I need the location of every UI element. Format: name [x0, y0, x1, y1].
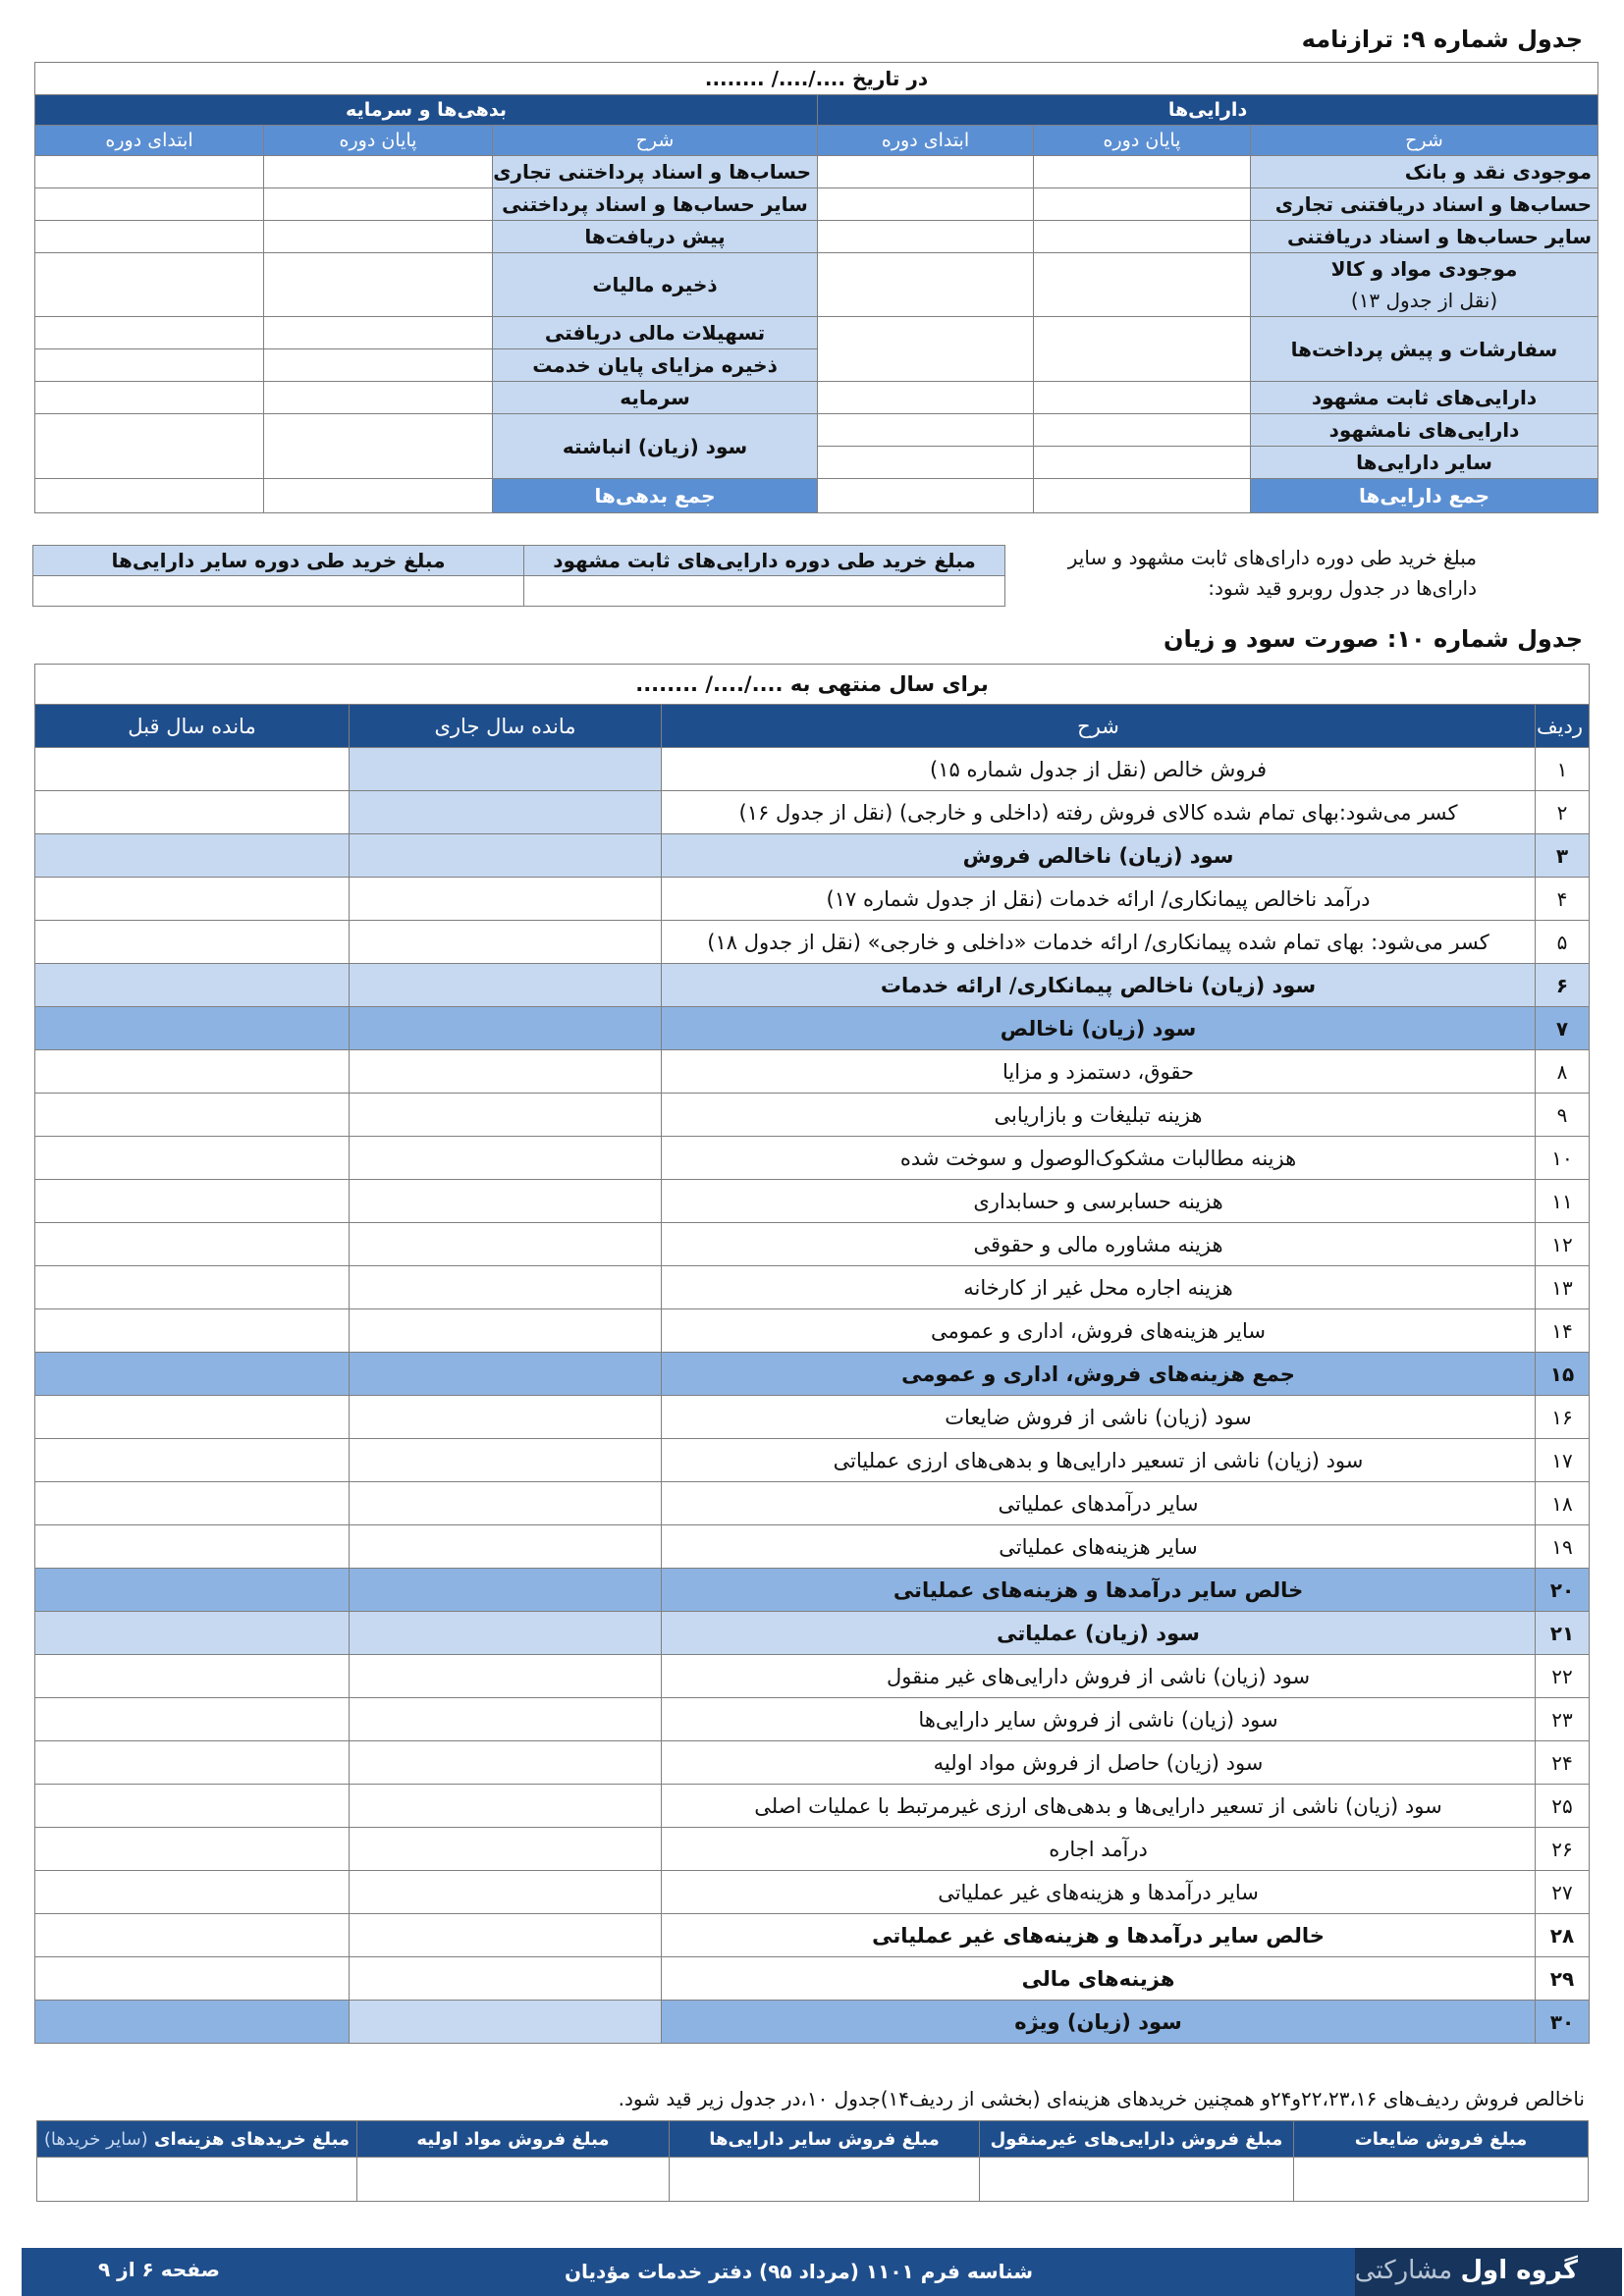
asset-label: [1251, 253, 1598, 317]
asset-start-cell[interactable]: [818, 221, 1034, 253]
liability-label: حساب‌ها و اسناد پرداختنی تجاری: [493, 156, 818, 188]
row-number: ۱۳: [1536, 1266, 1590, 1309]
row-number: ۶: [1536, 964, 1590, 1007]
row-description: درآمد اجاره: [662, 1828, 1536, 1871]
current-year-cell[interactable]: [350, 1050, 662, 1094]
previous-year-cell[interactable]: [35, 1007, 350, 1050]
liability-label: سود (زیان) انباشته: [493, 414, 818, 479]
previous-year-cell[interactable]: [35, 1223, 350, 1266]
row-description: هزینه اجاره محل غیر از کارخانه: [662, 1266, 1536, 1309]
previous-year-cell[interactable]: [35, 1957, 350, 2001]
sales-table: [36, 2120, 1589, 2202]
row-number: ۲۳: [1536, 1698, 1590, 1741]
page-number: صفحه ۶ از ۹: [98, 2258, 220, 2281]
liabilities-header: بدهی‌ها و سرمایه: [35, 95, 818, 126]
asset-start-cell[interactable]: [818, 188, 1034, 221]
row-number: ۲۴: [1536, 1741, 1590, 1785]
income-row: [35, 1525, 1590, 1569]
row-description: سود (زیان) عملیاتی: [662, 1612, 1536, 1655]
income-row: [35, 1007, 1590, 1050]
liab-end-header: پایان دوره: [264, 126, 493, 156]
row-description: سود (زیان) ناشی از فروش دارایی‌های غیر منقول: [662, 1655, 1536, 1698]
page-footer: [22, 2248, 1622, 2296]
liability-end-cell[interactable]: [264, 349, 493, 382]
current-year-cell[interactable]: [350, 1871, 662, 1914]
row-description: حقوق، دستمزد و مزایا: [662, 1050, 1536, 1094]
sales-note: ناخالص فروش ردیف‌های ۲۲،۲۳،۱۶و۲۴و همچنین خریدهای هزینه‌ای (بخشی از ردیف۱۴)جدول ۱۰،در جدول زیر قید شود.: [618, 2087, 1585, 2110]
brand-light: مشارکتی: [1354, 2256, 1453, 2285]
current-year-cell[interactable]: [350, 1266, 662, 1309]
previous-year-cell[interactable]: [35, 1698, 350, 1741]
previous-year-cell[interactable]: [35, 2001, 350, 2044]
row-description: سود (زیان) ناشی از فروش سایر دارایی‌ها: [662, 1698, 1536, 1741]
previous-year-cell[interactable]: [35, 1655, 350, 1698]
current-year-cell[interactable]: [350, 1396, 662, 1439]
current-year-cell[interactable]: [350, 1137, 662, 1180]
row-description: سود (زیان) حاصل از فروش مواد اولیه: [662, 1741, 1536, 1785]
current-year-cell[interactable]: [350, 1698, 662, 1741]
liability-end-cell[interactable]: [264, 382, 493, 414]
income-row: [35, 1094, 1590, 1137]
asset-end-cell[interactable]: [1034, 253, 1251, 317]
current-year-cell[interactable]: [350, 1741, 662, 1785]
row-description: جمع هزینه‌های فروش، اداری و عمومی: [662, 1353, 1536, 1396]
asset-start-cell[interactable]: [818, 414, 1034, 447]
row-number: ۵: [1536, 921, 1590, 964]
row-description: سود (زیان) ناخالص فروش: [662, 834, 1536, 878]
row-number: ۱۴: [1536, 1309, 1590, 1353]
previous-year-cell[interactable]: [35, 878, 350, 921]
asset-end-cell[interactable]: [1034, 414, 1251, 447]
asset-end-cell[interactable]: [1034, 382, 1251, 414]
asset-label: سایر حساب‌ها و اسناد دریافتنی: [1251, 221, 1598, 253]
income-row: [35, 1223, 1590, 1266]
income-row: [35, 1396, 1590, 1439]
asset-start-cell[interactable]: [818, 317, 1034, 382]
row-description: سود (زیان) ناشی از تسعیر دارایی‌ها و بدهی‌های ارزی عملیاتی: [662, 1439, 1536, 1482]
row-number: ۱: [1536, 748, 1590, 791]
asset-label: دارایی‌های نامشهود: [1251, 414, 1598, 447]
row-description: سود (زیان) ناخالص: [662, 1007, 1536, 1050]
asset-end-cell[interactable]: [1034, 156, 1251, 188]
sales-raw-materials-value[interactable]: [357, 2158, 670, 2202]
liability-end-cell[interactable]: [264, 221, 493, 253]
col-current-header: مانده سال جاری: [350, 705, 662, 748]
previous-year-cell[interactable]: [35, 1050, 350, 1094]
row-number: ۲۹: [1536, 1957, 1590, 2001]
previous-year-cell[interactable]: [35, 1439, 350, 1482]
sales-scrap-header: مبلغ فروش ضایعات: [1294, 2121, 1589, 2158]
table9-title: جدول شماره ۹: ترازنامه: [1301, 26, 1583, 53]
asset-end-cell[interactable]: [1034, 447, 1251, 479]
previous-year-cell[interactable]: [35, 921, 350, 964]
row-description: سود (زیان) ناخالص پیمانکاری/ ارائه خدمات: [662, 964, 1536, 1007]
total-liabilities-start-cell[interactable]: [35, 479, 264, 513]
current-year-cell[interactable]: [350, 1612, 662, 1655]
income-row: [35, 2001, 1590, 2044]
income-row: [35, 1050, 1590, 1094]
previous-year-cell[interactable]: [35, 1741, 350, 1785]
previous-year-cell[interactable]: [35, 964, 350, 1007]
row-number: ۱۸: [1536, 1482, 1590, 1525]
income-row: [35, 878, 1590, 921]
liability-label: ذخیره مزایای پایان خدمت: [493, 349, 818, 382]
current-year-cell[interactable]: [350, 1785, 662, 1828]
current-year-cell[interactable]: [350, 1655, 662, 1698]
current-year-cell[interactable]: [350, 1569, 662, 1612]
liability-start-cell[interactable]: [35, 349, 264, 382]
row-description: هزینه مطالبات مشکوک‌الوصول و سوخت شده: [662, 1137, 1536, 1180]
col-prev-header: مانده سال قبل: [35, 705, 350, 748]
purchase-fixed-value[interactable]: [524, 576, 1005, 607]
row-number: ۲۸: [1536, 1914, 1590, 1957]
current-year-cell[interactable]: [350, 1353, 662, 1396]
liability-label: تسهیلات مالی دریافتی: [493, 317, 818, 349]
row-description: فروش خالص (نقل از جدول شماره ۱۵): [662, 748, 1536, 791]
current-year-cell[interactable]: [350, 1828, 662, 1871]
current-year-cell[interactable]: [350, 964, 662, 1007]
current-year-cell[interactable]: [350, 1180, 662, 1223]
row-description: درآمد ناخالص پیمانکاری/ ارائه خدمات (نقل از جدول شماره ۱۷): [662, 878, 1536, 921]
row-description: سایر هزینه‌های عملیاتی: [662, 1525, 1536, 1569]
purchase-other-value[interactable]: [33, 576, 524, 607]
assets-header: دارایی‌ها: [818, 95, 1598, 126]
current-year-cell[interactable]: [350, 878, 662, 921]
row-description: سود (زیان) ناشی از تسعیر دارایی‌ها و بدهی‌های ارزی غیرمرتبط با عملیات اصلی: [662, 1785, 1536, 1828]
current-year-cell[interactable]: [350, 1309, 662, 1353]
purchase-other-header: مبلغ خرید طی دوره سایر دارایی‌ها: [33, 546, 524, 576]
income-row: [35, 1180, 1590, 1223]
income-row: [35, 1828, 1590, 1871]
asset-start-cell[interactable]: [818, 253, 1034, 317]
current-year-cell[interactable]: [350, 1957, 662, 2001]
income-row: [35, 1914, 1590, 1957]
previous-year-cell[interactable]: [35, 791, 350, 834]
sales-immovable-value[interactable]: [980, 2158, 1294, 2202]
liability-start-cell[interactable]: [35, 414, 264, 479]
row-number: ۱۵: [1536, 1353, 1590, 1396]
asset-label-line1: موجودی مواد و کالا: [1330, 257, 1518, 281]
previous-year-cell[interactable]: [35, 1871, 350, 1914]
liability-start-cell[interactable]: [35, 188, 264, 221]
expense-purchases-value[interactable]: [37, 2158, 357, 2202]
liability-start-cell[interactable]: [35, 382, 264, 414]
expense-purchases-header: [37, 2121, 357, 2158]
income-row: [35, 834, 1590, 878]
liability-end-cell[interactable]: [264, 253, 493, 317]
sales-other-assets-header: مبلغ فروش سایر دارایی‌ها: [670, 2121, 980, 2158]
income-row: [35, 964, 1590, 1007]
row-number: ۲۰: [1536, 1569, 1590, 1612]
asset-start-cell[interactable]: [818, 156, 1034, 188]
asset-end-cell[interactable]: [1034, 317, 1251, 382]
income-row: [35, 1612, 1590, 1655]
previous-year-cell[interactable]: [35, 1482, 350, 1525]
asset-label: سفارشات و پیش پرداخت‌ها: [1251, 317, 1598, 382]
row-number: ۲۶: [1536, 1828, 1590, 1871]
income-row: [35, 1655, 1590, 1698]
row-number: ۹: [1536, 1094, 1590, 1137]
row-number: ۲: [1536, 791, 1590, 834]
row-description: هزینه مشاوره مالی و حقوقی: [662, 1223, 1536, 1266]
liability-start-cell[interactable]: [35, 253, 264, 317]
purchase-note: مبلغ خرید طی دوره دارای‌های ثابت مشهود و سایر دارای‌ها در جدول روبرو قید شود:: [1067, 546, 1477, 600]
previous-year-cell[interactable]: [35, 834, 350, 878]
col-row-header: ردیف: [1536, 705, 1590, 748]
row-number: ۲۲: [1536, 1655, 1590, 1698]
previous-year-cell[interactable]: [35, 1309, 350, 1353]
asset-end-cell[interactable]: [1034, 221, 1251, 253]
previous-year-cell[interactable]: [35, 1914, 350, 1957]
income-row: [35, 1439, 1590, 1482]
row-number: ۱۷: [1536, 1439, 1590, 1482]
row-number: ۱۰: [1536, 1137, 1590, 1180]
row-description: کسر می‌شود: بهای تمام شده پیمانکاری/ ارائه خدمات «داخلی و خارجی» (نقل از جدول ۱۸): [662, 921, 1536, 964]
liability-label: سرمایه: [493, 382, 818, 414]
previous-year-cell[interactable]: [35, 1396, 350, 1439]
brand: [1355, 2256, 1578, 2285]
income-statement-table: [34, 664, 1590, 2044]
col-desc-header: شرح: [662, 705, 1536, 748]
asset-start-cell[interactable]: [818, 382, 1034, 414]
asset-label-line2: (نقل از جدول ۱۳): [1350, 289, 1498, 312]
liab-start-header: ابتدای دوره: [35, 126, 264, 156]
asset-label: موجودی نقد و بانک: [1251, 156, 1598, 188]
current-year-cell[interactable]: [350, 1525, 662, 1569]
row-number: ۱۶: [1536, 1396, 1590, 1439]
current-year-cell[interactable]: [350, 791, 662, 834]
income-row: [35, 1698, 1590, 1741]
income-row: [35, 1266, 1590, 1309]
income-row: [35, 1137, 1590, 1180]
purchase-table: [32, 545, 1005, 607]
expense-purchases-label: مبلغ خریدهای هزینه‌ای: [153, 2128, 351, 2150]
income-row: [35, 1957, 1590, 2001]
expense-purchases-note: (سایر خریدها): [43, 2128, 148, 2150]
row-description: کسر می‌شود:بهای تمام شده کالای فروش رفته (داخلی و خارجی) (نقل از جدول ۱۶): [662, 791, 1536, 834]
previous-year-cell[interactable]: [35, 1137, 350, 1180]
row-description: سایر درآمدها و هزینه‌های غیر عملیاتی: [662, 1871, 1536, 1914]
previous-year-cell[interactable]: [35, 1612, 350, 1655]
income-row: [35, 921, 1590, 964]
asset-label: سایر دارایی‌ها: [1251, 447, 1598, 479]
income-row: [35, 1741, 1590, 1785]
income-row: [35, 1569, 1590, 1612]
row-description: سایر درآمدهای عملیاتی: [662, 1482, 1536, 1525]
assets-end-header: پایان دوره: [1034, 126, 1251, 156]
current-year-cell[interactable]: [350, 1094, 662, 1137]
previous-year-cell[interactable]: [35, 1180, 350, 1223]
row-number: ۱۲: [1536, 1223, 1590, 1266]
asset-end-cell[interactable]: [1034, 188, 1251, 221]
previous-year-cell[interactable]: [35, 1525, 350, 1569]
row-description: خالص سایر درآمدها و هزینه‌های عملیاتی: [662, 1569, 1536, 1612]
current-year-cell[interactable]: [350, 748, 662, 791]
income-row: [35, 1871, 1590, 1914]
row-description: سود (زیان) ویژه: [662, 2001, 1536, 2044]
assets-start-header: ابتدای دوره: [818, 126, 1034, 156]
liability-start-cell[interactable]: [35, 317, 264, 349]
row-number: ۱۹: [1536, 1525, 1590, 1569]
liability-start-cell[interactable]: [35, 156, 264, 188]
asset-label: حساب‌ها و اسناد دریافتنی تجاری: [1251, 188, 1598, 221]
income-row: [35, 1482, 1590, 1525]
total-liabilities-end-cell[interactable]: [264, 479, 493, 513]
row-number: ۸: [1536, 1050, 1590, 1094]
income-period: برای سال منتهی به ..../..../ ........: [35, 665, 1590, 705]
row-number: ۴: [1536, 878, 1590, 921]
liability-end-cell[interactable]: [264, 317, 493, 349]
row-description: سایر هزینه‌های فروش، اداری و عمومی: [662, 1309, 1536, 1353]
row-description: هزینه حسابرسی و حسابداری: [662, 1180, 1536, 1223]
liability-end-cell[interactable]: [264, 188, 493, 221]
current-year-cell[interactable]: [350, 1007, 662, 1050]
total-liabilities-label: جمع بدهی‌ها: [493, 479, 818, 513]
previous-year-cell[interactable]: [35, 1569, 350, 1612]
current-year-cell[interactable]: [350, 1223, 662, 1266]
form-id: شناسه فرم ۱۱۰۱ (مرداد ۹۵) دفتر خدمات مؤدیان: [564, 2260, 1033, 2283]
row-number: ۳۰: [1536, 2001, 1590, 2044]
row-description: هزینه‌های مالی: [662, 1957, 1536, 2001]
row-description: سود (زیان) ناشی از فروش ضایعات: [662, 1396, 1536, 1439]
row-description: هزینه تبلیغات و بازاریابی: [662, 1094, 1536, 1137]
row-description: خالص سایر درآمدها و هزینه‌های غیر عملیاتی: [662, 1914, 1536, 1957]
purchase-fixed-header: مبلغ خرید طی دوره دارایی‌های ثابت مشهود: [524, 546, 1005, 576]
row-number: ۱۱: [1536, 1180, 1590, 1223]
liability-label: سایر حساب‌ها و اسناد پرداختنی: [493, 188, 818, 221]
income-row: [35, 1785, 1590, 1828]
assets-desc-header: شرح: [1251, 126, 1598, 156]
income-row: [35, 1353, 1590, 1396]
previous-year-cell[interactable]: [35, 1094, 350, 1137]
total-assets-label: جمع دارایی‌ها: [1251, 479, 1598, 513]
previous-year-cell[interactable]: [35, 1828, 350, 1871]
current-year-cell[interactable]: [350, 1482, 662, 1525]
table10-title: جدول شماره ۱۰: صورت سود و زیان: [1163, 625, 1583, 653]
row-number: ۲۷: [1536, 1871, 1590, 1914]
income-row: [35, 1309, 1590, 1353]
previous-year-cell[interactable]: [35, 1266, 350, 1309]
previous-year-cell[interactable]: [35, 748, 350, 791]
previous-year-cell[interactable]: [35, 1353, 350, 1396]
total-assets-end-cell[interactable]: [1034, 479, 1251, 513]
previous-year-cell[interactable]: [35, 1785, 350, 1828]
current-year-cell[interactable]: [350, 2001, 662, 2044]
income-row: [35, 748, 1590, 791]
liab-desc-header: شرح: [493, 126, 818, 156]
balance-sheet-table: [34, 62, 1598, 513]
row-number: ۲۱: [1536, 1612, 1590, 1655]
current-year-cell[interactable]: [350, 1914, 662, 1957]
income-row: [35, 791, 1590, 834]
total-assets-start-cell[interactable]: [818, 479, 1034, 513]
sales-scrap-value[interactable]: [1294, 2158, 1589, 2202]
sales-raw-materials-header: مبلغ فروش مواد اولیه: [357, 2121, 670, 2158]
liability-end-cell[interactable]: [264, 156, 493, 188]
sales-other-assets-value[interactable]: [670, 2158, 980, 2202]
asset-label: دارایی‌های ثابت مشهود: [1251, 382, 1598, 414]
row-number: ۲۵: [1536, 1785, 1590, 1828]
liability-label: پیش دریافت‌ها: [493, 221, 818, 253]
brand-bold: گروه اول: [1460, 2256, 1578, 2285]
sales-immovable-header: مبلغ فروش دارایی‌های غیرمنقول: [980, 2121, 1294, 2158]
row-number: ۷: [1536, 1007, 1590, 1050]
row-number: ۳: [1536, 834, 1590, 878]
current-year-cell[interactable]: [350, 834, 662, 878]
current-year-cell[interactable]: [350, 1439, 662, 1482]
liability-start-cell[interactable]: [35, 221, 264, 253]
liability-end-cell[interactable]: [264, 414, 493, 479]
asset-start-cell[interactable]: [818, 447, 1034, 479]
balance-sheet-date: در تاریخ ..../..../ ........: [35, 63, 1598, 95]
current-year-cell[interactable]: [350, 921, 662, 964]
liability-label: ذخیره مالیات: [493, 253, 818, 317]
